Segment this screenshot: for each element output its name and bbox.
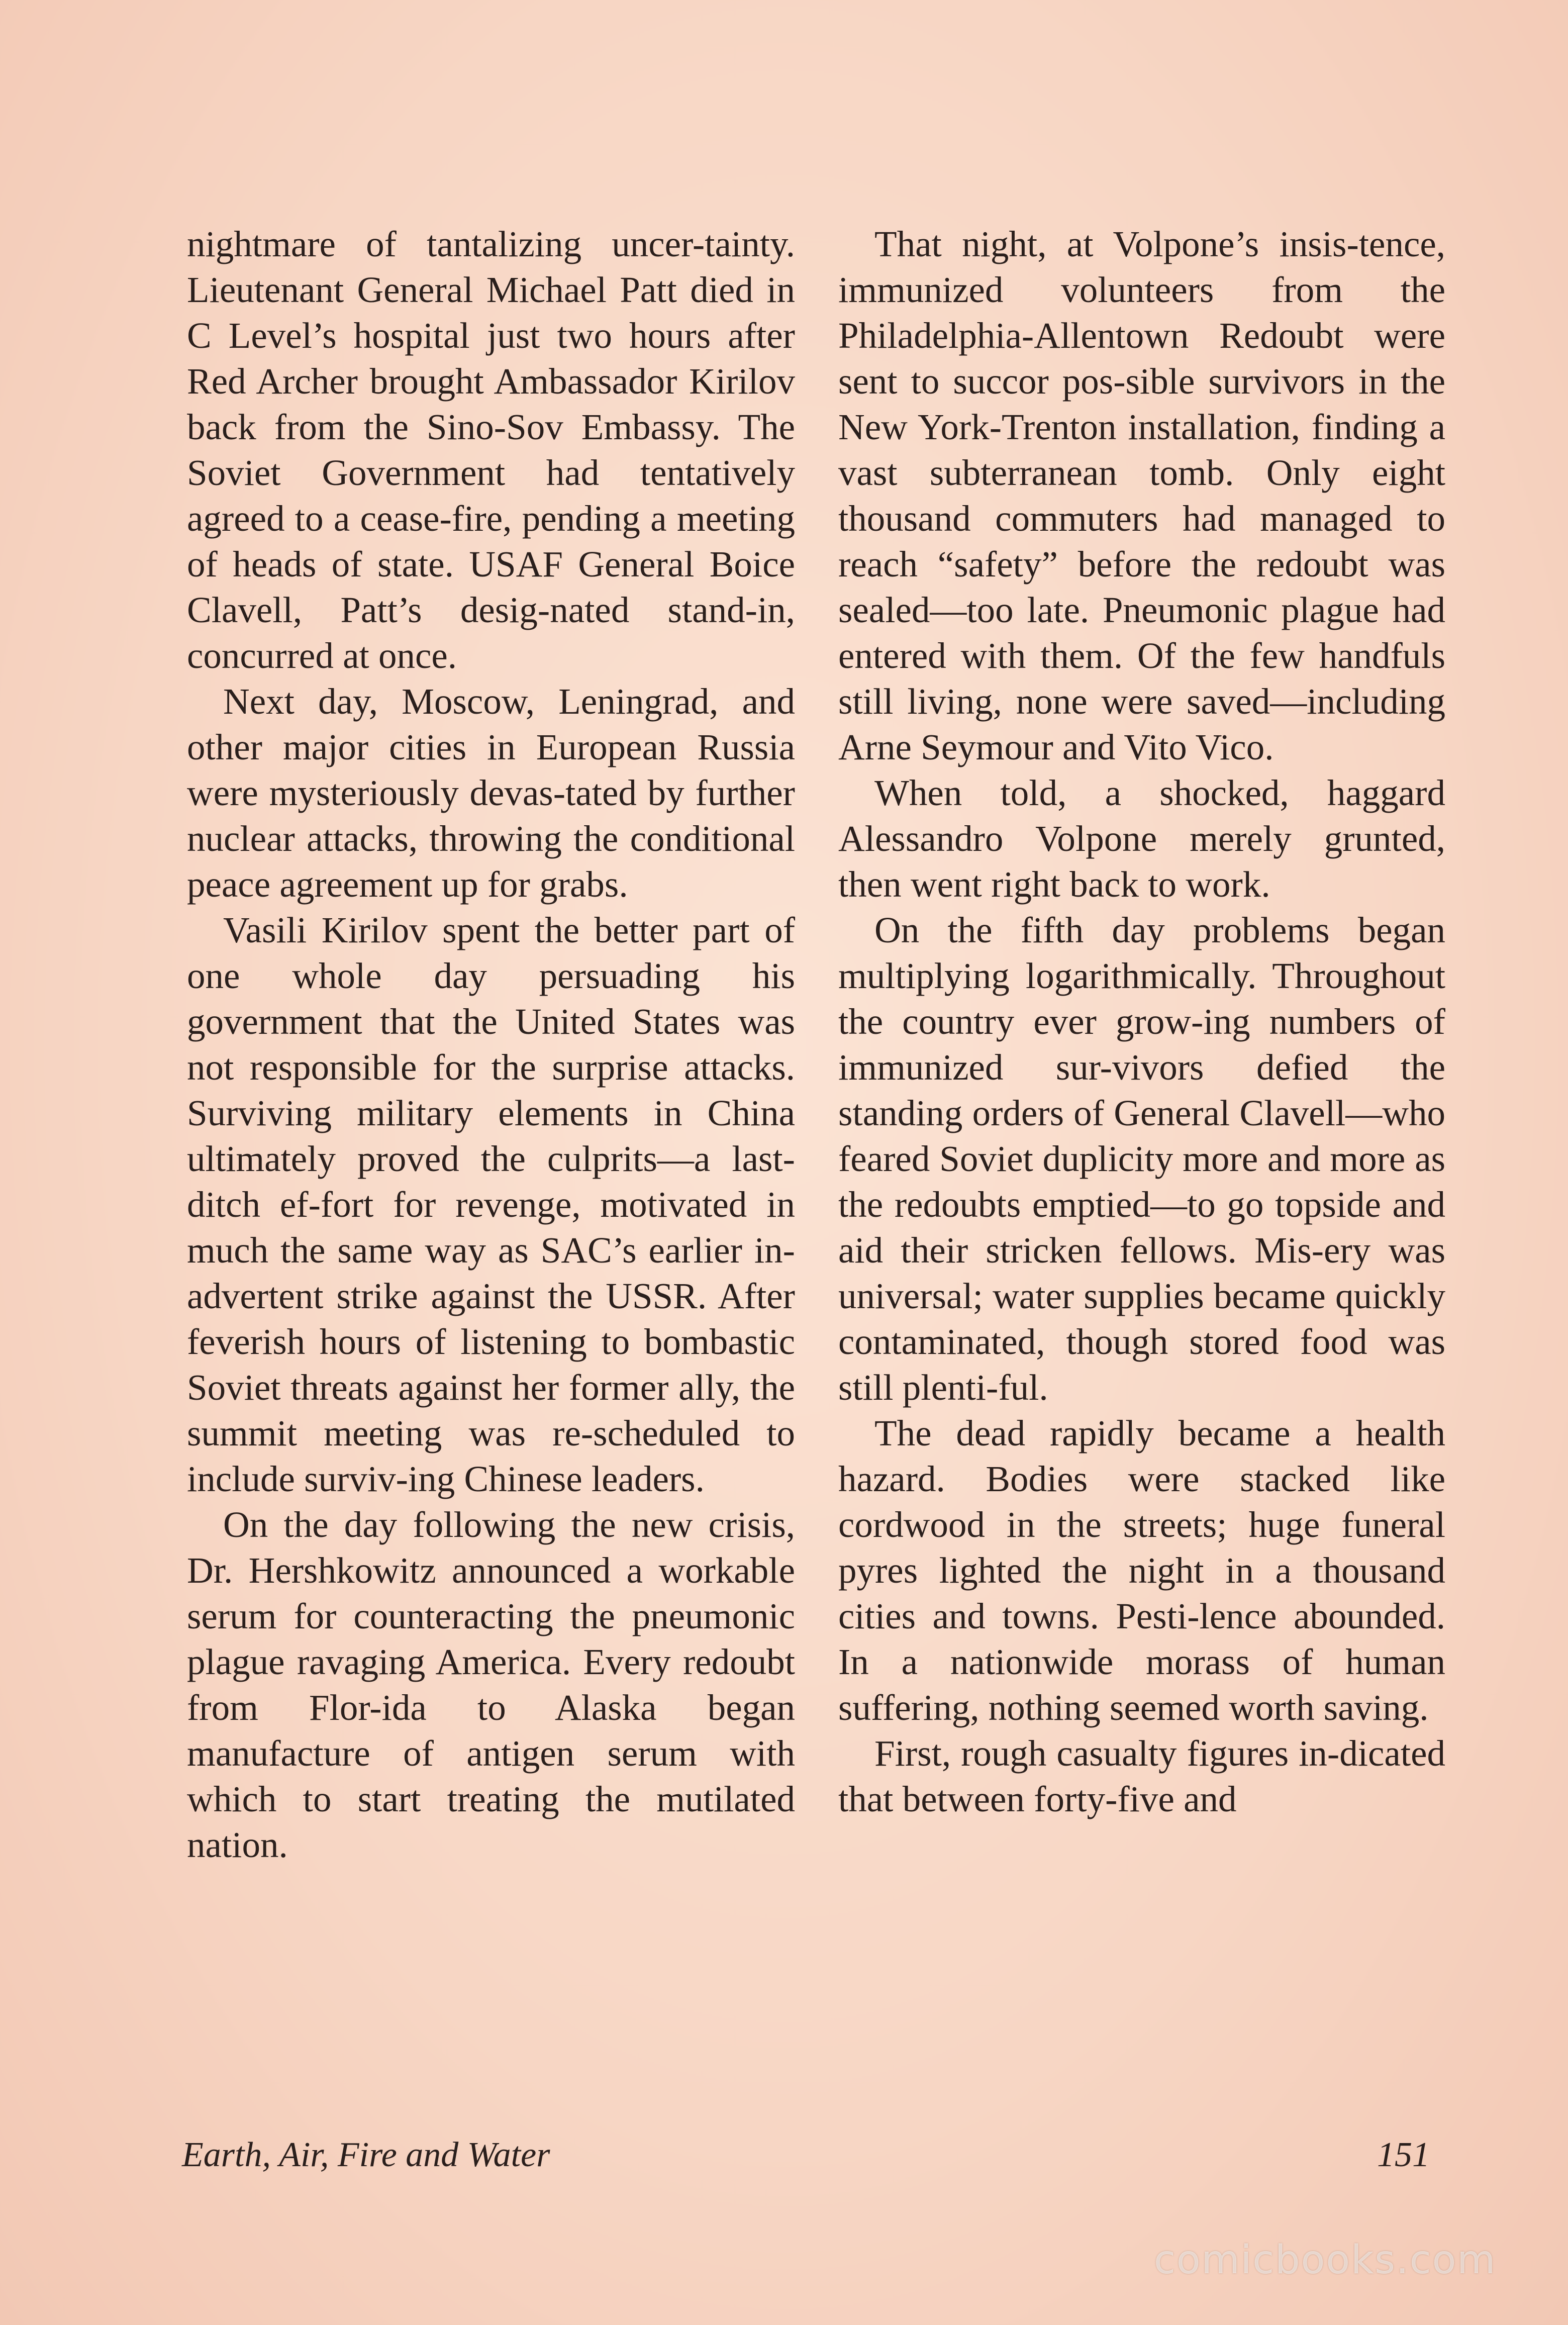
paragraph: On the fifth day problems began multiplying logarithmically. Throughout the country ever grow-ing numbers of immunized sur-vivors defied the standing orders of General Clavell—who feared Soviet duplicity more and more as the redoubts emptied—to go topside and aid their stricken fellows. Mis-ery was universal; water supplies became quickly contaminated, though stored food was still plenti-ful. [838,910,1445,1408]
paragraph: When told, a shocked, haggard Alessandro Volpone merely grunted, then went right back to work. [838,772,1445,905]
paragraph: Next day, Moscow, Leningrad, and other major cities in European Russia were mysteriously devas-tated by further nuclear attacks, throwing the conditional peace agreement up for grabs. [187,681,795,905]
running-footer-title: Earth, Air, Fire and Water [182,2136,550,2174]
paragraph: First, rough casualty figures in-dicated that between forty-five and [838,1733,1445,1819]
paragraph: nightmare of tantalizing uncer-tainty. Lieutenant General Michael Patt died in C Level’s hospital just two hours after Red Archer brought Ambassador Kirilov back from the Sino-Sov Embassy. The Soviet Government had tentatively agreed to a cease-fire, pending a meeting of heads of state. USAF General Boice Clavell, Patt’s desig-nated stand-in, concurred at once. [187,224,795,676]
left-column [187,221,795,1868]
paragraph: Vasili Kirilov spent the better part of one whole day persuading his government that the United States was not responsible for the surprise attacks. Surviving military elements in China ultimately proved the culprits—a last-ditch ef-fort for revenge, motivated in much the same way as SAC’s earlier in-advertent strike against the USSR. After feverish hours of listening to bombastic Soviet threats against her former ally, the summit meeting was re-scheduled to include surviv-ing Chinese leaders. [187,910,795,1499]
paragraph: The dead rapidly became a health hazard. Bodies were stacked like cordwood in the streets; huge funeral pyres lighted the night in a thousand cities and towns. Pesti-lence abounded. In a nationwide morass of human suffering, nothing seemed worth saving. [838,1413,1445,1728]
paragraph: On the day following the new crisis, Dr. Hershkowitz announced a workable serum for counteracting the pneumonic plague ravaging America. Every redoubt from Flor-ida to Alaska began manufacture of antigen serum with which to start treating the mutilated nation. [187,1504,795,1865]
watermark: comicbooks.com [1154,2238,1497,2283]
page-number: 151 [1377,2136,1430,2174]
paragraph: That night, at Volpone’s insis-tence, immunized volunteers from the Philadelphia-Allentown Redoubt were sent to succor pos-sible survivors in the New York-Trenton installation, finding a vast subterranean tomb. Only eight thousand commuters had managed to reach “safety” before the redoubt was sealed—too late. Pneumonic plague had entered with them. Of the few handfuls still living, none were saved—including Arne Seymour and Vito Vico. [838,224,1445,767]
right-column [838,221,1445,1822]
